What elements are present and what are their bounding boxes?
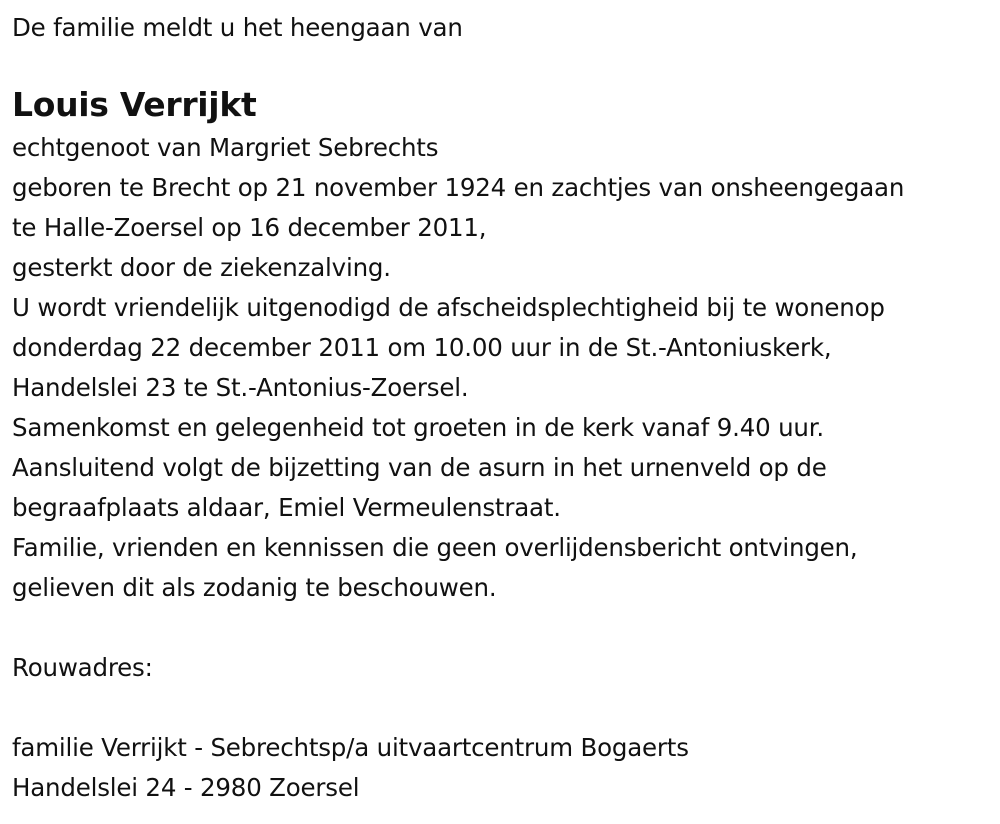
notice-line: te Halle-Zoersel op 16 december 2011, [12,213,487,242]
spacer [12,608,996,648]
intro-text: De familie meldt u het heengaan van [12,13,463,42]
death-notice [12,8,996,808]
address-label: Rouwadres: [12,653,153,682]
notice-line: echtgenoot van Margriet Sebrechts [12,133,439,162]
notice-line: gelieven dit als zodanig te beschouwen. [12,573,497,602]
notice-line: Samenkomst en gelegenheid tot groeten in de kerk vanaf 9.40 uur. [12,413,824,442]
address-line: familie Verrijkt - Sebrechtsp/a uitvaartcentrum Bogaerts [12,733,689,762]
notice-line: gesterkt door de ziekenzalving. [12,253,391,282]
notice-line: Aansluitend volgt de bijzetting van de asurn in het urnenveld op de [12,453,827,482]
notice-line: geboren te Brecht op 21 november 1924 en zachtjes van onsheengegaan [12,173,905,202]
notice-line: donderdag 22 december 2011 om 10.00 uur in de St.-Antoniuskerk, [12,333,832,362]
address-line: Handelslei 24 - 2980 Zoersel [12,773,360,802]
notice-line: Handelslei 23 te St.-Antonius-Zoersel. [12,373,469,402]
spacer [12,48,996,82]
notice-line: Familie, vrienden en kennissen die geen overlijdensbericht ontvingen, [12,533,858,562]
deceased-name: Louis Verrijkt [12,85,257,124]
notice-line: U wordt vriendelijk uitgenodigd de afscheidsplechtigheid bij te wonenop [12,293,885,322]
spacer [12,688,996,728]
notice-line: begraafplaats aldaar, Emiel Vermeulenstraat. [12,493,561,522]
